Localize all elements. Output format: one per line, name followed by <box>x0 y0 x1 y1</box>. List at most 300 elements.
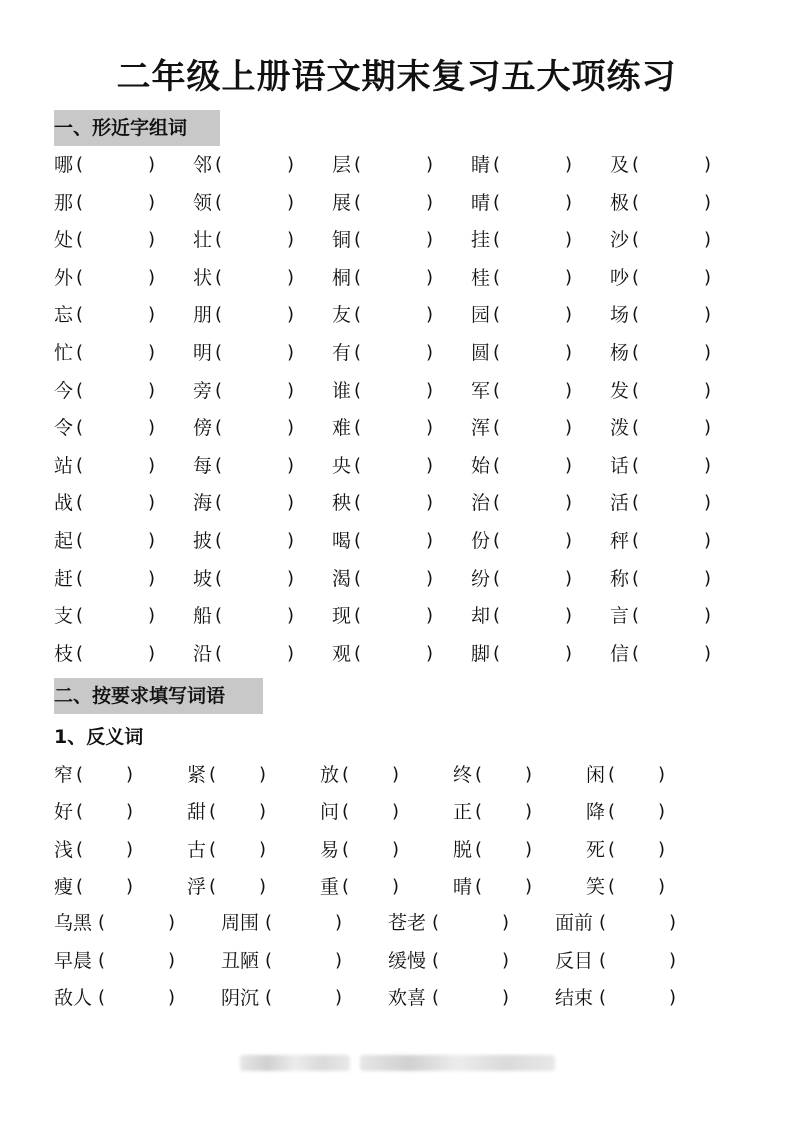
item-character: 脚 <box>471 642 491 665</box>
answer-blank-open: ( <box>632 229 640 251</box>
item-character: 发 <box>610 379 630 402</box>
item-character: 领 <box>193 191 213 214</box>
answer-blank-open: ( <box>76 605 84 627</box>
answer-blank-open: ( <box>342 764 350 785</box>
answer-blank-open: ( <box>475 875 483 897</box>
answer-blank-open: ( <box>265 949 273 971</box>
exercise-item <box>54 837 134 875</box>
item-character: 易 <box>320 838 340 861</box>
answer-blank-open: ( <box>342 801 350 823</box>
exercise-item <box>54 265 156 303</box>
answer-blank-open: ( <box>265 987 273 1008</box>
answer-blank-open: ( <box>76 154 84 175</box>
answer-blank-close: ) <box>148 529 156 551</box>
answer-blank-open: ( <box>76 266 84 288</box>
answer-blank-close: ) <box>148 417 156 439</box>
item-character: 处 <box>54 229 74 252</box>
exercise-item <box>388 948 510 986</box>
answer-blank-close: ) <box>392 801 400 823</box>
exercise-item <box>555 948 677 986</box>
answer-blank-close: ) <box>565 642 573 664</box>
item-character: 状 <box>193 266 213 289</box>
exercise-item <box>54 190 156 228</box>
answer-blank-open: ( <box>632 417 640 439</box>
item-character: 阴沉 <box>221 987 260 1009</box>
answer-blank-close: ) <box>565 417 573 439</box>
exercise-item <box>54 566 156 604</box>
answer-blank-open: ( <box>632 642 640 664</box>
answer-blank-close: ) <box>426 266 434 288</box>
item-character: 浮 <box>187 875 207 898</box>
exercise-item <box>193 490 295 528</box>
exercise-item <box>332 265 434 303</box>
answer-blank-close: ) <box>704 605 712 627</box>
exercise-item <box>54 152 156 190</box>
exercise-item <box>332 227 434 265</box>
exercise-item <box>610 302 712 340</box>
item-character: 结束 <box>555 987 594 1009</box>
exercise-item <box>332 378 434 416</box>
answer-blank-close: ) <box>335 912 343 933</box>
answer-blank-close: ) <box>287 304 295 326</box>
item-character: 桂 <box>471 266 491 289</box>
exercise-item <box>193 415 295 453</box>
answer-blank-open: ( <box>493 529 501 551</box>
item-character: 话 <box>610 454 630 477</box>
answer-blank-open: ( <box>76 417 84 439</box>
answer-blank-close: ) <box>426 379 434 401</box>
answer-blank-close: ) <box>565 304 573 326</box>
exercise-item <box>54 641 156 679</box>
answer-blank-close: ) <box>148 154 156 175</box>
answer-blank-close: ) <box>287 154 295 175</box>
exercise-item <box>586 762 666 800</box>
item-character: 纷 <box>471 567 491 590</box>
exercise-item <box>54 453 156 491</box>
answer-blank-open: ( <box>354 191 362 213</box>
answer-blank-open: ( <box>76 875 84 897</box>
answer-blank-open: ( <box>632 379 640 401</box>
answer-blank-close: ) <box>287 642 295 664</box>
answer-blank-open: ( <box>354 379 362 401</box>
answer-blank-open: ( <box>76 191 84 213</box>
exercise-item <box>187 837 267 875</box>
answer-blank-close: ) <box>704 642 712 664</box>
item-character: 称 <box>610 567 630 590</box>
answer-blank-close: ) <box>669 912 677 933</box>
answer-blank-close: ) <box>287 567 295 589</box>
answer-blank-open: ( <box>354 417 362 439</box>
answer-blank-close: ) <box>126 801 134 823</box>
item-character: 杨 <box>610 341 630 364</box>
answer-blank-close: ) <box>287 529 295 551</box>
answer-blank-close: ) <box>658 764 666 785</box>
item-character: 终 <box>453 764 473 786</box>
exercise-item <box>471 566 573 604</box>
item-character: 那 <box>54 191 74 214</box>
answer-blank-close: ) <box>148 229 156 251</box>
item-character: 欢喜 <box>388 987 427 1009</box>
item-character: 浅 <box>54 838 74 861</box>
exercise-item <box>471 190 573 228</box>
answer-blank-open: ( <box>632 605 640 627</box>
answer-blank-open: ( <box>98 912 106 933</box>
item-character: 正 <box>453 801 473 824</box>
item-character: 好 <box>54 801 74 824</box>
exercise-item <box>54 415 156 453</box>
answer-blank-close: ) <box>287 229 295 251</box>
item-character: 军 <box>471 379 491 402</box>
answer-blank-close: ) <box>502 987 510 1008</box>
answer-blank-open: ( <box>354 266 362 288</box>
item-character: 闲 <box>586 764 606 786</box>
exercise-item <box>332 453 434 491</box>
exercise-item <box>54 528 156 566</box>
exercise-item <box>332 528 434 566</box>
answer-blank-open: ( <box>493 154 501 175</box>
answer-blank-close: ) <box>704 341 712 363</box>
exercise-item <box>193 302 295 340</box>
item-character: 层 <box>332 154 352 176</box>
answer-blank-close: ) <box>148 379 156 401</box>
answer-blank-close: ) <box>259 764 267 785</box>
answer-blank-open: ( <box>493 341 501 363</box>
exercise-item <box>332 190 434 228</box>
answer-blank-close: ) <box>148 605 156 627</box>
item-character: 展 <box>332 191 352 214</box>
exercise-item <box>610 227 712 265</box>
item-character: 睛 <box>471 154 491 176</box>
answer-blank-open: ( <box>632 454 640 476</box>
item-character: 忙 <box>54 341 74 364</box>
answer-blank-close: ) <box>426 229 434 251</box>
item-character: 份 <box>471 529 491 552</box>
answer-blank-close: ) <box>525 764 533 785</box>
answer-blank-open: ( <box>493 454 501 476</box>
exercise-item <box>193 265 295 303</box>
exercise-item <box>332 566 434 604</box>
answer-blank-open: ( <box>493 605 501 627</box>
exercise-item <box>471 265 573 303</box>
answer-blank-close: ) <box>704 567 712 589</box>
answer-blank-close: ) <box>704 304 712 326</box>
item-character: 支 <box>54 605 74 628</box>
exercise-item <box>610 378 712 416</box>
answer-blank-close: ) <box>669 987 677 1008</box>
exercise-item <box>54 302 156 340</box>
answer-blank-close: ) <box>658 875 666 897</box>
answer-blank-open: ( <box>215 266 223 288</box>
answer-blank-open: ( <box>493 567 501 589</box>
item-character: 渴 <box>332 567 352 590</box>
answer-blank-open: ( <box>632 567 640 589</box>
item-character: 船 <box>193 605 213 628</box>
answer-blank-open: ( <box>215 642 223 664</box>
answer-blank-open: ( <box>76 379 84 401</box>
answer-blank-close: ) <box>565 191 573 213</box>
answer-blank-close: ) <box>565 567 573 589</box>
item-character: 邻 <box>193 154 213 176</box>
exercise-item <box>54 603 156 641</box>
answer-blank-close: ) <box>287 417 295 439</box>
answer-blank-open: ( <box>493 229 501 251</box>
item-character: 明 <box>193 341 213 364</box>
exercise-item <box>221 948 343 986</box>
item-character: 秤 <box>610 529 630 552</box>
answer-blank-open: ( <box>493 492 501 514</box>
answer-blank-open: ( <box>98 949 106 971</box>
answer-blank-open: ( <box>608 838 616 860</box>
item-character: 缓慢 <box>388 949 427 972</box>
answer-blank-open: ( <box>354 567 362 589</box>
item-character: 战 <box>54 492 74 515</box>
item-character: 笑 <box>586 875 606 898</box>
exercise-item <box>193 641 295 679</box>
item-character: 紧 <box>187 764 207 786</box>
answer-blank-open: ( <box>432 949 440 971</box>
answer-blank-open: ( <box>354 341 362 363</box>
item-character: 脱 <box>453 838 473 861</box>
answer-blank-close: ) <box>126 838 134 860</box>
item-character: 观 <box>332 642 352 665</box>
answer-blank-open: ( <box>215 492 223 514</box>
answer-blank-open: ( <box>76 764 84 785</box>
answer-blank-open: ( <box>76 304 84 326</box>
answer-blank-open: ( <box>354 304 362 326</box>
answer-blank-open: ( <box>475 838 483 860</box>
answer-blank-open: ( <box>215 304 223 326</box>
answer-blank-open: ( <box>493 191 501 213</box>
answer-blank-close: ) <box>148 266 156 288</box>
item-character: 甜 <box>187 801 207 824</box>
answer-blank-open: ( <box>215 567 223 589</box>
item-character: 枝 <box>54 642 74 665</box>
answer-blank-open: ( <box>599 912 607 933</box>
answer-blank-open: ( <box>209 838 217 860</box>
answer-blank-close: ) <box>287 605 295 627</box>
answer-blank-close: ) <box>148 304 156 326</box>
answer-blank-close: ) <box>426 642 434 664</box>
answer-blank-open: ( <box>354 154 362 175</box>
answer-blank-close: ) <box>426 417 434 439</box>
answer-blank-open: ( <box>215 191 223 213</box>
answer-blank-open: ( <box>354 229 362 251</box>
item-character: 场 <box>610 304 630 327</box>
item-character: 铜 <box>332 229 352 252</box>
item-character: 起 <box>54 529 74 552</box>
item-character: 难 <box>332 417 352 440</box>
answer-blank-close: ) <box>287 379 295 401</box>
item-character: 早晨 <box>54 949 93 972</box>
item-character: 旁 <box>193 379 213 402</box>
answer-blank-open: ( <box>354 605 362 627</box>
answer-blank-close: ) <box>287 341 295 363</box>
answer-blank-open: ( <box>76 341 84 363</box>
answer-blank-close: ) <box>335 949 343 971</box>
answer-blank-close: ) <box>392 838 400 860</box>
answer-blank-open: ( <box>354 529 362 551</box>
exercise-item <box>388 910 510 948</box>
answer-blank-open: ( <box>215 229 223 251</box>
answer-blank-close: ) <box>392 764 400 785</box>
item-character: 信 <box>610 642 630 665</box>
item-character: 忘 <box>54 304 74 327</box>
item-character: 披 <box>193 529 213 552</box>
item-character: 桐 <box>332 266 352 289</box>
answer-blank-close: ) <box>126 764 134 785</box>
answer-blank-close: ) <box>565 341 573 363</box>
item-character: 友 <box>332 304 352 327</box>
answer-blank-close: ) <box>704 379 712 401</box>
exercise-item <box>332 490 434 528</box>
page-title: 二年级上册语文期末复习五大项练习 <box>116 57 677 97</box>
exercise-item <box>332 415 434 453</box>
item-character: 海 <box>193 492 213 515</box>
exercise-item <box>54 340 156 378</box>
exercise-item <box>320 874 400 912</box>
answer-blank-close: ) <box>168 987 176 1008</box>
exercise-item <box>471 152 573 190</box>
exercise-item <box>320 762 400 800</box>
answer-blank-close: ) <box>287 454 295 476</box>
item-character: 放 <box>320 764 340 786</box>
item-character: 今 <box>54 379 74 402</box>
answer-blank-open: ( <box>209 801 217 823</box>
answer-blank-close: ) <box>669 949 677 971</box>
exercise-item <box>610 190 712 228</box>
answer-blank-open: ( <box>209 764 217 785</box>
answer-blank-close: ) <box>565 229 573 251</box>
item-character: 死 <box>586 838 606 861</box>
item-character: 周围 <box>221 912 260 934</box>
answer-blank-close: ) <box>287 191 295 213</box>
exercise-item <box>54 762 134 800</box>
exercise-item <box>332 641 434 679</box>
answer-blank-open: ( <box>632 266 640 288</box>
exercise-item <box>54 874 134 912</box>
item-character: 站 <box>54 454 74 477</box>
answer-blank-close: ) <box>426 191 434 213</box>
answer-blank-close: ) <box>704 454 712 476</box>
exercise-item <box>453 799 533 837</box>
exercise-item <box>193 152 295 190</box>
item-character: 挂 <box>471 229 491 252</box>
exercise-item <box>610 490 712 528</box>
answer-blank-open: ( <box>215 341 223 363</box>
item-character: 降 <box>586 801 606 824</box>
exercise-item <box>332 302 434 340</box>
exercise-item <box>221 910 343 948</box>
exercise-item <box>332 340 434 378</box>
answer-blank-open: ( <box>493 379 501 401</box>
exercise-item <box>54 490 156 528</box>
answer-blank-open: ( <box>76 642 84 664</box>
item-character: 赶 <box>54 567 74 590</box>
item-character: 敌人 <box>54 987 93 1009</box>
answer-blank-open: ( <box>215 417 223 439</box>
answer-blank-close: ) <box>426 567 434 589</box>
answer-blank-close: ) <box>704 492 712 514</box>
exercise-item <box>193 528 295 566</box>
answer-blank-open: ( <box>76 801 84 823</box>
item-character: 重 <box>320 875 340 898</box>
answer-blank-close: ) <box>287 266 295 288</box>
answer-blank-open: ( <box>599 949 607 971</box>
answer-blank-open: ( <box>76 529 84 551</box>
exercise-item <box>471 603 573 641</box>
answer-blank-close: ) <box>426 154 434 175</box>
item-character: 沿 <box>193 642 213 665</box>
item-character: 乌黑 <box>54 912 93 934</box>
answer-blank-open: ( <box>265 912 273 933</box>
exercise-item <box>453 837 533 875</box>
item-character: 壮 <box>193 229 213 252</box>
answer-blank-close: ) <box>426 341 434 363</box>
exercise-item <box>610 603 712 641</box>
answer-blank-close: ) <box>658 838 666 860</box>
section1-heading: 一、形近字组词 <box>54 110 220 146</box>
exercise-item <box>471 528 573 566</box>
exercise-item <box>453 874 533 912</box>
answer-blank-close: ) <box>502 912 510 933</box>
answer-blank-open: ( <box>632 492 640 514</box>
item-character: 始 <box>471 454 491 477</box>
answer-blank-open: ( <box>215 379 223 401</box>
answer-blank-open: ( <box>209 875 217 897</box>
item-character: 瘦 <box>54 875 74 898</box>
exercise-item <box>320 837 400 875</box>
answer-blank-close: ) <box>525 875 533 897</box>
answer-blank-close: ) <box>565 454 573 476</box>
exercise-item <box>193 227 295 265</box>
item-character: 古 <box>187 838 207 861</box>
answer-blank-close: ) <box>426 605 434 627</box>
item-character: 朋 <box>193 304 213 327</box>
exercise-item <box>187 874 267 912</box>
answer-blank-open: ( <box>632 304 640 326</box>
answer-blank-close: ) <box>565 529 573 551</box>
answer-blank-open: ( <box>215 454 223 476</box>
answer-blank-close: ) <box>287 492 295 514</box>
item-character: 活 <box>610 492 630 515</box>
answer-blank-close: ) <box>704 529 712 551</box>
exercise-item <box>54 948 176 986</box>
exercise-item <box>193 340 295 378</box>
item-character: 喝 <box>332 529 352 552</box>
exercise-item <box>187 799 267 837</box>
answer-blank-open: ( <box>98 987 106 1008</box>
exercise-item <box>54 227 156 265</box>
exercise-item <box>388 985 510 1023</box>
item-character: 言 <box>610 605 630 628</box>
exercise-item <box>471 415 573 453</box>
item-character: 苍老 <box>388 912 427 934</box>
exercise-item <box>586 837 666 875</box>
exercise-item <box>555 985 677 1023</box>
exercise-item <box>193 190 295 228</box>
item-character: 问 <box>320 801 340 824</box>
answer-blank-open: ( <box>76 838 84 860</box>
answer-blank-open: ( <box>76 492 84 514</box>
exercise-item <box>471 227 573 265</box>
answer-blank-open: ( <box>632 341 640 363</box>
item-character: 丑陋 <box>221 949 260 972</box>
item-character: 秧 <box>332 492 352 515</box>
item-character: 窄 <box>54 764 74 786</box>
exercise-item <box>471 378 573 416</box>
item-character: 外 <box>54 266 74 289</box>
answer-blank-open: ( <box>76 229 84 251</box>
